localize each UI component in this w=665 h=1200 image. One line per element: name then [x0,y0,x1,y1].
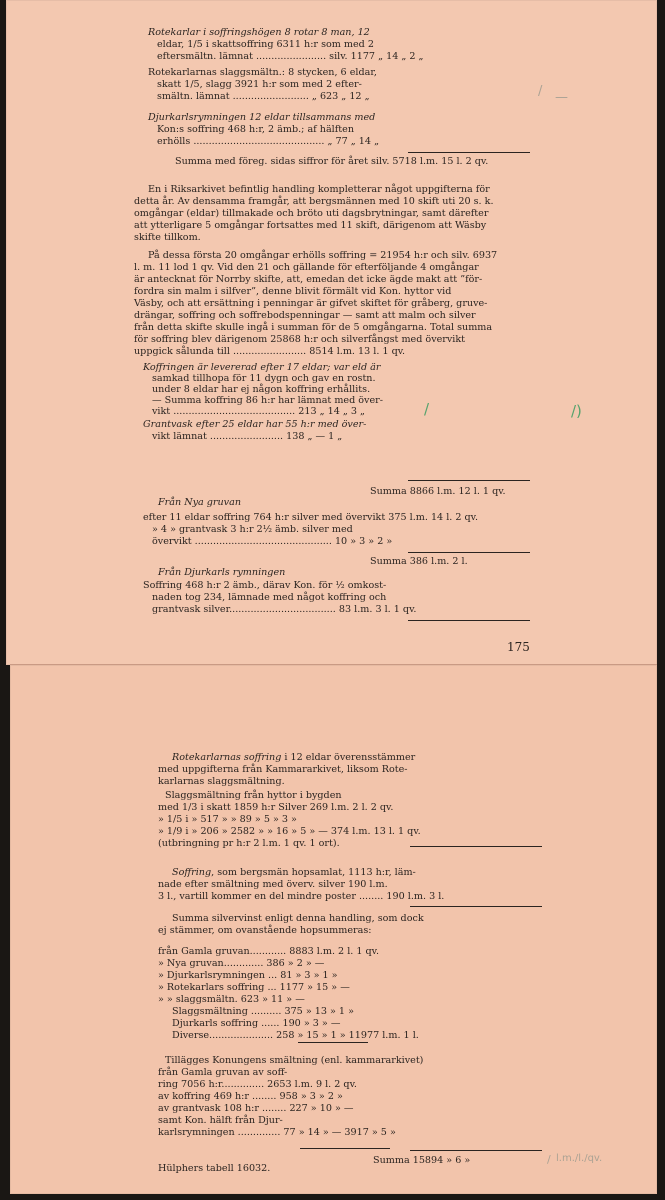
djurkarls-rymningen-line: naden tog 234, lämnade med något koffring och [152,592,387,603]
bottom-p2-line: » 1/5 i » 517 » » 89 » 5 » 3 » [158,814,297,825]
djurkarls-rymningen-heading: Från Djurkarls rymningen [158,567,286,578]
paragraph-2-line: På dessa första 20 omgångar erhölls soffring = 21954 h:r och silv. 6937 [148,250,498,261]
green-mark-2: /) [571,402,582,420]
summary-list-item: » Djurkarlsrymningen ... 81 » 3 » 1 » [158,970,338,981]
bottom-p3-line: Soffring, som bergsmän hopsamlat, 1113 h:r, läm- [172,867,416,878]
koffring-line: Koffringen är levererad efter 17 eldar; var eld är [143,362,381,373]
footer-reference: Hülphers tabell 16032. [158,1163,271,1174]
paragraph-1-line: detta år. Av densamma framgår, att bergsmännen med 10 skift uti 20 s. k. [134,196,494,207]
summa-line-2: Summa 8866 l.m. 12 l. 1 qv. [370,486,506,497]
bottom-p1-line: Rotekarlarnas soffring i 12 eldar överensstämmer [172,752,416,763]
bottom-p5-line: karlsrymningen .............. 77 » 14 » — 3917 » 5 » [158,1127,396,1138]
rule-4 [408,620,530,621]
koffring-line: samkad tillhopa för 11 dygn och gav en rostn. [152,373,376,384]
summary-list-item: Diverse..................... 258 » 15 » 1 » 11977 l.m. 1 l. [172,1030,419,1041]
bottom-p4-line: Summa silvervinst enligt denna handling, som dock [172,913,424,924]
paragraph-1-line: skifte tillkom. [134,232,201,243]
summary-list-item: från Gamla gruvan............ 8883 l.m. 2 l. 1 qv. [158,946,379,957]
page-number: 175 [507,640,530,654]
djurkarls-line: Kon:s soffring 468 h:r, 2 ämb.; af hälften [157,124,355,135]
rotekarlar-line: eftersmältn. lämnat ....................... silv. 1177 „ 14 „ 2 „ [157,51,424,62]
summa-line-1: Summa med föreg. sidas siffror för året silv. 5718 l.m. 15 l. 2 qv. [175,156,489,167]
paragraph-1-line: En i Riksarkivet befintlig handling kompletterar något uppgifterna för [148,184,490,195]
rule-5 [410,846,542,847]
bottom-p5-line: Tillägges Konungens smältning (enl. kammararkivet) [165,1055,424,1066]
djurkarls-line: erhölls ........................................... „ 77 „ 14 „ [157,136,380,147]
nya-gruvan-heading: Från Nya gruvan [158,497,241,508]
djurkarls-line: Djurkarlsrymningen 12 eldar tillsammans med [148,112,376,123]
bottom-p5-line: samt Kon. hälft från Djur- [158,1115,283,1126]
summary-list-item: » Nya gruvan............. 386 » 2 » — [158,958,325,969]
paragraph-2-line: uppgick sålunda till ........................ 8514 l.m. 13 l. 1 qv. [134,346,406,357]
grantvask-line: vikt lämnat ........................ 138 „ — 1 „ [152,431,343,442]
paragraph-2-line: Väsby, och att ersättning i penningar är gifvet skiftet för gråberg, gruve- [134,298,488,309]
paragraph-2-line: från detta skifte skulle ingå i summan för de 5 omgångarna. Total summa [134,322,493,333]
green-mark-1: / [424,400,430,418]
paragraph-2-line: drängar, soffring och soffrebodspenningar — samt att malm och silver [134,310,476,321]
rule-9 [410,1150,542,1151]
bottom-p1-line: karlarnas slaggsmältning. [158,776,285,787]
nya-gruvan-line: efter 11 eldar soffring 764 h:r silver med övervikt 375 l.m. 14 l. 2 qv. [143,512,478,523]
summa-line-final: Summa 15894 » 6 » [373,1155,471,1166]
pencil-mark-2: — [555,90,568,105]
summary-list-item: Djurkarls soffring ...... 190 » 3 » — [172,1018,341,1029]
paragraph-2-line: är antecknat för Norrby skifte, att, emedan det icke ägde makt att ”för- [134,274,483,285]
bottom-p1-line: med uppgifterna från Kammararkivet, liksom Rote- [158,764,408,775]
nya-gruvan-line: » 4 » grantvask 3 h:r 2½ ämb. silver med [152,524,353,535]
bottom-p2-line: Slaggsmältning från hyttor i bygden [165,790,342,801]
page-seam [10,664,657,665]
rule-3 [408,552,530,553]
bottom-p3-line: nade efter smältning med överv. silver 190 l.m. [158,879,388,890]
rule-7 [298,1042,368,1043]
bottom-p5-line: av koffring 469 h:r ........ 958 » 3 » 2 » [158,1091,343,1102]
nya-gruvan-line: övervikt ............................................. 10 » 3 » 2 » [152,536,393,547]
rule-6 [410,906,542,907]
pencil-mark-1: / [538,84,543,99]
slaggsmaltn-line: Rotekarlarnas slaggsmältn.: 8 stycken, 6 eldar, [148,67,377,78]
rotekarlar-line: eldar, 1/5 i skattsoffring 6311 h:r som med 2 [157,39,374,50]
djurkarls-rymningen-line: grantvask silver................................... 83 l.m. 3 l. 1 qv. [152,604,417,615]
summa-line-3: Summa 386 l.m. 2 l. [370,556,468,567]
pencil-mark-4: l.m./l./qv. [556,1153,603,1164]
koffring-line: vikt ........................................ 213 „ 14 „ 3 „ [152,406,366,417]
koffring-line: — Summa koffring 86 h:r har lämnat med över- [152,395,383,406]
paragraph-1-line: att ytterligare 5 omgångar fortsattes med 11 skift, därigenom att Wäsby [134,220,487,231]
bottom-p4-line: ej stämmer, om ovanstående hopsummeras: [158,925,372,936]
grantvask-line: Grantvask efter 25 eldar har 55 h:r med över- [143,419,367,430]
bottom-p5-line: ring 7056 h:r.............. 2653 l.m. 9 l. 2 qv. [158,1079,357,1090]
bottom-p2-line: (utbringning pr h:r 2 l.m. 1 qv. 1 ort). [158,838,340,849]
paragraph-2-line: l. m. 11 lod 1 qv. Vid den 21 och gällande för efterföljande 4 omgångar [134,262,479,273]
bottom-p2-line: med 1/3 i skatt 1859 h:r Silver 269 l.m. 2 l. 2 qv. [158,802,394,813]
bottom-p3-line: 3 l., vartill kommer en del mindre poster ........ 190 l.m. 3 l. [158,891,445,902]
slaggsmaltn-line: skatt 1/5, slagg 3921 h:r som med 2 efter- [157,79,362,90]
rotekarlar-line: Rotekarlar i soffringshögen 8 rotar 8 man, 12 [148,27,370,38]
rule-2 [408,480,530,481]
paragraph-1-line: omgångar (eldar) tillmakade och bröto uti dagsbrytningar, samt därefter [134,208,489,219]
paragraph-2-line: fordra sin malm i silfver”, denne blivit förmält vid Kon. hyttor vid [134,286,452,297]
summary-list-item: Slaggsmältning .......... 375 » 13 » 1 » [172,1006,354,1017]
bottom-p2-line: » 1/9 i » 206 » 2582 » » 16 » 5 » — 374 l.m. 13 l. 1 qv. [158,826,421,837]
summary-list-item: » Rotekarlars soffring ... 1177 » 15 » — [158,982,350,993]
pencil-mark-3: / [547,1153,551,1166]
djurkarls-rymningen-line: Soffring 468 h:r 2 ämb., därav Kon. för ½ omkost- [143,580,387,591]
bottom-p5-line: från Gamla gruvan av soff- [158,1067,288,1078]
rule-8 [300,1148,390,1149]
bottom-p5-line: av grantvask 108 h:r ........ 227 » 10 » — [158,1103,354,1114]
paragraph-2-line: för soffring blev därigenom 25868 h:r och silverfångst med övervikt [134,334,466,345]
slaggsmaltn-line: smältn. lämnat ......................... „ 623 „ 12 „ [157,91,370,102]
koffring-line: under 8 eldar har ej någon koffring erhållits. [152,384,371,395]
rule-1 [408,152,530,153]
summary-list-item: » » slaggsmältn. 623 » 11 » — [158,994,305,1005]
